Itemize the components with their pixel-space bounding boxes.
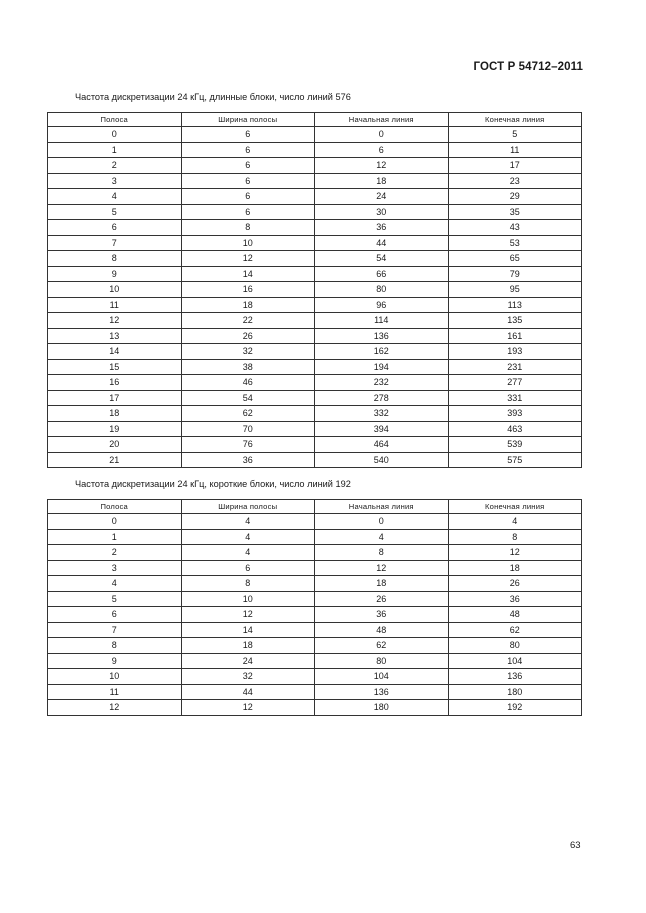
cell-start-line: 394 <box>315 421 449 437</box>
cell-start-line: 104 <box>315 669 449 685</box>
cell-start-line: 36 <box>315 220 449 236</box>
cell-end-line: 231 <box>448 359 582 375</box>
cell-band-width: 12 <box>181 607 315 623</box>
table-row <box>48 328 582 344</box>
cell-start-line: 96 <box>315 297 449 313</box>
column-header-end-line: Конечная линия <box>448 113 582 127</box>
cell-band-width: 4 <box>181 529 315 545</box>
cell-band: 3 <box>48 173 182 189</box>
table-row <box>48 576 582 592</box>
cell-start-line: 80 <box>315 653 449 669</box>
cell-end-line: 539 <box>448 437 582 453</box>
table-row <box>48 313 582 329</box>
cell-band: 3 <box>48 560 182 576</box>
cell-end-line: 8 <box>448 529 582 545</box>
cell-start-line: 80 <box>315 282 449 298</box>
table-caption-short-blocks: Частота дискретизации 24 кГц, короткие блоки, число линий 192 <box>75 479 351 489</box>
cell-band-width: 6 <box>181 142 315 158</box>
cell-band-width: 6 <box>181 127 315 143</box>
cell-band-width: 8 <box>181 576 315 592</box>
cell-end-line: 193 <box>448 344 582 360</box>
cell-band: 16 <box>48 375 182 391</box>
cell-end-line: 12 <box>448 545 582 561</box>
table-row <box>48 142 582 158</box>
table-row <box>48 591 582 607</box>
cell-end-line: 135 <box>448 313 582 329</box>
cell-band: 10 <box>48 282 182 298</box>
cell-band: 0 <box>48 127 182 143</box>
cell-end-line: 53 <box>448 235 582 251</box>
cell-band-width: 6 <box>181 158 315 174</box>
cell-start-line: 136 <box>315 684 449 700</box>
table-row <box>48 359 582 375</box>
cell-band-width: 10 <box>181 591 315 607</box>
cell-start-line: 48 <box>315 622 449 638</box>
cell-end-line: 23 <box>448 173 582 189</box>
cell-end-line: 95 <box>448 282 582 298</box>
cell-band: 5 <box>48 591 182 607</box>
cell-band-width: 18 <box>181 297 315 313</box>
cell-band: 9 <box>48 266 182 282</box>
cell-end-line: 5 <box>448 127 582 143</box>
table-long-blocks <box>47 112 582 468</box>
cell-end-line: 277 <box>448 375 582 391</box>
cell-band: 11 <box>48 297 182 313</box>
table-row <box>48 282 582 298</box>
cell-start-line: 278 <box>315 390 449 406</box>
cell-start-line: 62 <box>315 638 449 654</box>
cell-band-width: 22 <box>181 313 315 329</box>
table-header-row <box>48 500 582 514</box>
cell-end-line: 26 <box>448 576 582 592</box>
cell-start-line: 12 <box>315 158 449 174</box>
cell-band: 10 <box>48 669 182 685</box>
cell-end-line: 104 <box>448 653 582 669</box>
cell-band: 17 <box>48 390 182 406</box>
page-number: 63 <box>570 840 581 851</box>
table-row <box>48 700 582 716</box>
cell-start-line: 232 <box>315 375 449 391</box>
cell-start-line: 0 <box>315 514 449 530</box>
cell-band-width: 4 <box>181 514 315 530</box>
cell-end-line: 48 <box>448 607 582 623</box>
cell-band-width: 6 <box>181 189 315 205</box>
document-standard-header: ГОСТ Р 54712–2011 <box>473 61 583 73</box>
cell-end-line: 11 <box>448 142 582 158</box>
table-row <box>48 266 582 282</box>
column-header-start-line: Начальная линия <box>315 113 449 127</box>
cell-band: 19 <box>48 421 182 437</box>
table-row <box>48 127 582 143</box>
cell-band: 20 <box>48 437 182 453</box>
table-row <box>48 173 582 189</box>
cell-band-width: 32 <box>181 669 315 685</box>
cell-band: 2 <box>48 158 182 174</box>
cell-band: 12 <box>48 700 182 716</box>
cell-band-width: 8 <box>181 220 315 236</box>
cell-start-line: 540 <box>315 452 449 468</box>
cell-end-line: 331 <box>448 390 582 406</box>
cell-end-line: 18 <box>448 560 582 576</box>
cell-band: 6 <box>48 220 182 236</box>
cell-band-width: 44 <box>181 684 315 700</box>
column-header-start-line: Начальная линия <box>315 500 449 514</box>
table-row <box>48 622 582 638</box>
cell-band-width: 54 <box>181 390 315 406</box>
cell-band: 8 <box>48 638 182 654</box>
cell-end-line: 35 <box>448 204 582 220</box>
cell-start-line: 66 <box>315 266 449 282</box>
cell-start-line: 24 <box>315 189 449 205</box>
cell-end-line: 575 <box>448 452 582 468</box>
cell-start-line: 44 <box>315 235 449 251</box>
cell-start-line: 6 <box>315 142 449 158</box>
cell-band-width: 70 <box>181 421 315 437</box>
cell-band-width: 16 <box>181 282 315 298</box>
cell-end-line: 192 <box>448 700 582 716</box>
cell-band-width: 6 <box>181 560 315 576</box>
cell-end-line: 180 <box>448 684 582 700</box>
cell-band-width: 12 <box>181 251 315 267</box>
cell-end-line: 65 <box>448 251 582 267</box>
cell-start-line: 8 <box>315 545 449 561</box>
cell-band: 1 <box>48 142 182 158</box>
table-row <box>48 297 582 313</box>
table-row <box>48 344 582 360</box>
table-row <box>48 452 582 468</box>
cell-start-line: 332 <box>315 406 449 422</box>
cell-start-line: 136 <box>315 328 449 344</box>
table-header-row <box>48 113 582 127</box>
cell-band: 18 <box>48 406 182 422</box>
column-header-band: Полоса <box>48 113 182 127</box>
cell-start-line: 4 <box>315 529 449 545</box>
cell-band-width: 14 <box>181 622 315 638</box>
cell-start-line: 0 <box>315 127 449 143</box>
cell-start-line: 12 <box>315 560 449 576</box>
cell-start-line: 18 <box>315 173 449 189</box>
cell-band: 15 <box>48 359 182 375</box>
table-row <box>48 390 582 406</box>
table-row <box>48 653 582 669</box>
cell-band-width: 4 <box>181 545 315 561</box>
cell-band-width: 14 <box>181 266 315 282</box>
cell-end-line: 29 <box>448 189 582 205</box>
cell-band: 11 <box>48 684 182 700</box>
cell-band: 21 <box>48 452 182 468</box>
cell-end-line: 463 <box>448 421 582 437</box>
cell-band: 12 <box>48 313 182 329</box>
cell-band-width: 24 <box>181 653 315 669</box>
cell-band: 7 <box>48 622 182 638</box>
column-header-band: Полоса <box>48 500 182 514</box>
cell-band: 14 <box>48 344 182 360</box>
table-row <box>48 220 582 236</box>
table-row <box>48 514 582 530</box>
table-row <box>48 669 582 685</box>
table-row <box>48 545 582 561</box>
table-row <box>48 437 582 453</box>
cell-band: 0 <box>48 514 182 530</box>
cell-band: 4 <box>48 576 182 592</box>
table-row <box>48 189 582 205</box>
cell-band-width: 76 <box>181 437 315 453</box>
cell-end-line: 80 <box>448 638 582 654</box>
cell-start-line: 26 <box>315 591 449 607</box>
cell-end-line: 62 <box>448 622 582 638</box>
cell-start-line: 114 <box>315 313 449 329</box>
cell-end-line: 36 <box>448 591 582 607</box>
cell-band-width: 10 <box>181 235 315 251</box>
cell-band: 5 <box>48 204 182 220</box>
cell-band-width: 62 <box>181 406 315 422</box>
cell-end-line: 113 <box>448 297 582 313</box>
cell-band-width: 6 <box>181 204 315 220</box>
cell-start-line: 180 <box>315 700 449 716</box>
cell-start-line: 194 <box>315 359 449 375</box>
cell-band: 6 <box>48 607 182 623</box>
table-row <box>48 204 582 220</box>
table-row <box>48 607 582 623</box>
table-caption-long-blocks: Частота дискретизации 24 кГц, длинные блоки, число линий 576 <box>75 92 351 102</box>
cell-start-line: 30 <box>315 204 449 220</box>
cell-band: 1 <box>48 529 182 545</box>
table-row <box>48 684 582 700</box>
column-header-end-line: Конечная линия <box>448 500 582 514</box>
cell-end-line: 43 <box>448 220 582 236</box>
column-header-band-width: Ширина полосы <box>181 500 315 514</box>
cell-band: 13 <box>48 328 182 344</box>
cell-band-width: 6 <box>181 173 315 189</box>
cell-band-width: 38 <box>181 359 315 375</box>
table-row <box>48 560 582 576</box>
cell-band-width: 32 <box>181 344 315 360</box>
cell-band: 8 <box>48 251 182 267</box>
table-row <box>48 158 582 174</box>
table-row <box>48 235 582 251</box>
cell-band-width: 18 <box>181 638 315 654</box>
cell-end-line: 136 <box>448 669 582 685</box>
cell-end-line: 17 <box>448 158 582 174</box>
table-row <box>48 529 582 545</box>
table-row <box>48 375 582 391</box>
cell-band: 4 <box>48 189 182 205</box>
cell-band: 7 <box>48 235 182 251</box>
cell-band: 9 <box>48 653 182 669</box>
cell-end-line: 161 <box>448 328 582 344</box>
cell-end-line: 393 <box>448 406 582 422</box>
cell-start-line: 18 <box>315 576 449 592</box>
table-short-blocks <box>47 499 582 716</box>
cell-start-line: 36 <box>315 607 449 623</box>
cell-end-line: 4 <box>448 514 582 530</box>
cell-start-line: 162 <box>315 344 449 360</box>
cell-band: 2 <box>48 545 182 561</box>
cell-start-line: 54 <box>315 251 449 267</box>
cell-band-width: 36 <box>181 452 315 468</box>
cell-band-width: 12 <box>181 700 315 716</box>
table-row <box>48 406 582 422</box>
cell-end-line: 79 <box>448 266 582 282</box>
table-row <box>48 421 582 437</box>
table-row <box>48 251 582 267</box>
cell-band-width: 26 <box>181 328 315 344</box>
column-header-band-width: Ширина полосы <box>181 113 315 127</box>
cell-start-line: 464 <box>315 437 449 453</box>
table-row <box>48 638 582 654</box>
cell-band-width: 46 <box>181 375 315 391</box>
